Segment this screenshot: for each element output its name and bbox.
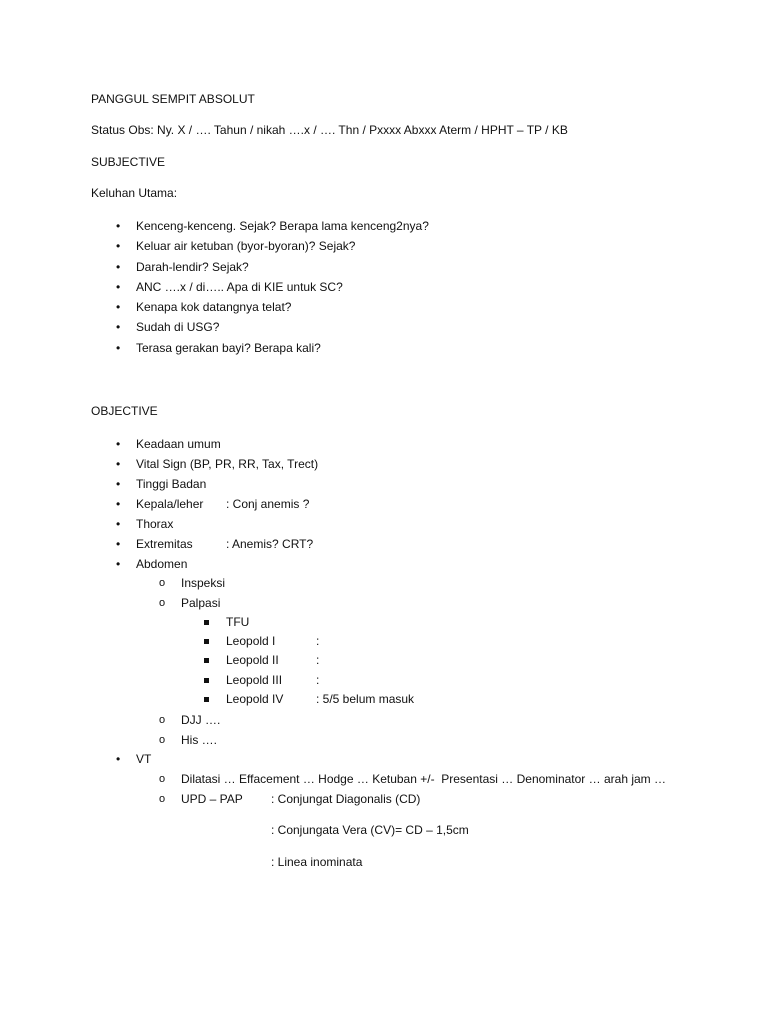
subjective-item: ANC ….x / di….. Apa di KIE untuk SC?: [136, 280, 343, 294]
bullet-icon: •: [116, 537, 121, 551]
objective-item: Tinggi Badan: [136, 477, 207, 491]
bullet-icon: •: [116, 752, 121, 766]
bullet-icon: •: [116, 320, 121, 334]
objective-item: Keadaan umum: [136, 437, 221, 451]
bullet-icon: •: [116, 280, 121, 294]
upd-pap-value: : Conjungat Diagonalis (CD): [271, 792, 421, 806]
subjective-item: Darah-lendir? Sejak?: [136, 260, 249, 274]
inspeksi-item: Inspeksi: [181, 576, 226, 590]
objective-heading: OBJECTIVE: [91, 404, 158, 418]
subjective-item: Terasa gerakan bayi? Berapa kali?: [136, 341, 321, 355]
palpasi-value: :: [316, 653, 320, 667]
subjective-item: Kenceng-kenceng. Sejak? Berapa lama kenceng2nya?: [136, 219, 429, 233]
bullet-icon: •: [116, 341, 121, 355]
palpasi-label: Leopold II: [226, 653, 279, 667]
objective-item: Thorax: [136, 517, 174, 531]
bullet-icon: •: [116, 497, 121, 511]
objective-item: Abdomen: [136, 557, 188, 571]
bullet-icon: •: [116, 477, 121, 491]
circle-bullet-icon: o: [159, 714, 166, 726]
upd-pap-label: UPD – PAP: [181, 792, 243, 806]
subjective-heading: SUBJECTIVE: [91, 155, 166, 169]
objective-item: Kepala/leher: [136, 497, 204, 511]
extremitas-value: : Anemis? CRT?: [226, 537, 314, 551]
palpasi-item: Palpasi: [181, 596, 221, 610]
palpasi-label: Leopold IV: [226, 692, 284, 706]
bullet-icon: •: [116, 239, 121, 253]
palpasi-value: :: [316, 673, 320, 687]
bullet-icon: •: [116, 457, 121, 471]
square-bullet-icon: [204, 697, 209, 702]
circle-bullet-icon: o: [159, 577, 166, 589]
bullet-icon: •: [116, 557, 121, 571]
bullet-icon: •: [116, 437, 121, 451]
objective-item: Extremitas: [136, 537, 193, 551]
palpasi-label: Leopold I: [226, 634, 276, 648]
bullet-icon: •: [116, 300, 121, 314]
circle-bullet-icon: o: [159, 773, 166, 785]
subjective-item: Kenapa kok datangnya telat?: [136, 300, 292, 314]
keluhan-utama-label: Keluhan Utama:: [91, 186, 178, 200]
kepala-leher-value: : Conj anemis ?: [226, 497, 310, 511]
circle-bullet-icon: o: [159, 734, 166, 746]
square-bullet-icon: [204, 658, 209, 663]
his-item: His ….: [181, 733, 217, 747]
square-bullet-icon: [204, 620, 209, 625]
subjective-item: Keluar air ketuban (byor-byoran)? Sejak?: [136, 239, 356, 253]
subjective-item: Sudah di USG?: [136, 320, 220, 334]
palpasi-label: Leopold III: [226, 673, 283, 687]
status-obs-line: Status Obs: Ny. X / …. Tahun / nikah ….x / …. Thn / Pxxxx Abxxx Aterm / HPHT – TP / KB: [91, 123, 568, 137]
objective-item: Vital Sign (BP, PR, RR, Tax, Trect): [136, 457, 319, 471]
document-title: PANGGUL SEMPIT ABSOLUT: [91, 92, 255, 106]
bullet-icon: •: [116, 260, 121, 274]
square-bullet-icon: [204, 678, 209, 683]
circle-bullet-icon: o: [159, 793, 166, 805]
bullet-icon: •: [116, 517, 121, 531]
djj-item: DJJ ….: [181, 713, 221, 727]
upd-pap-value: : Conjungata Vera (CV)= CD – 1,5cm: [271, 823, 469, 837]
circle-bullet-icon: o: [159, 597, 166, 609]
dilatasi-line: Dilatasi … Effacement … Hodge … Ketuban +/- Presentasi … Denominator … arah jam …: [181, 772, 666, 786]
palpasi-value: :: [316, 634, 320, 648]
vt-item: VT: [136, 752, 152, 766]
palpasi-value: : 5/5 belum masuk: [316, 692, 415, 706]
upd-pap-value: : Linea inominata: [271, 855, 363, 869]
palpasi-label: TFU: [226, 615, 250, 629]
square-bullet-icon: [204, 639, 209, 644]
bullet-icon: •: [116, 219, 121, 233]
